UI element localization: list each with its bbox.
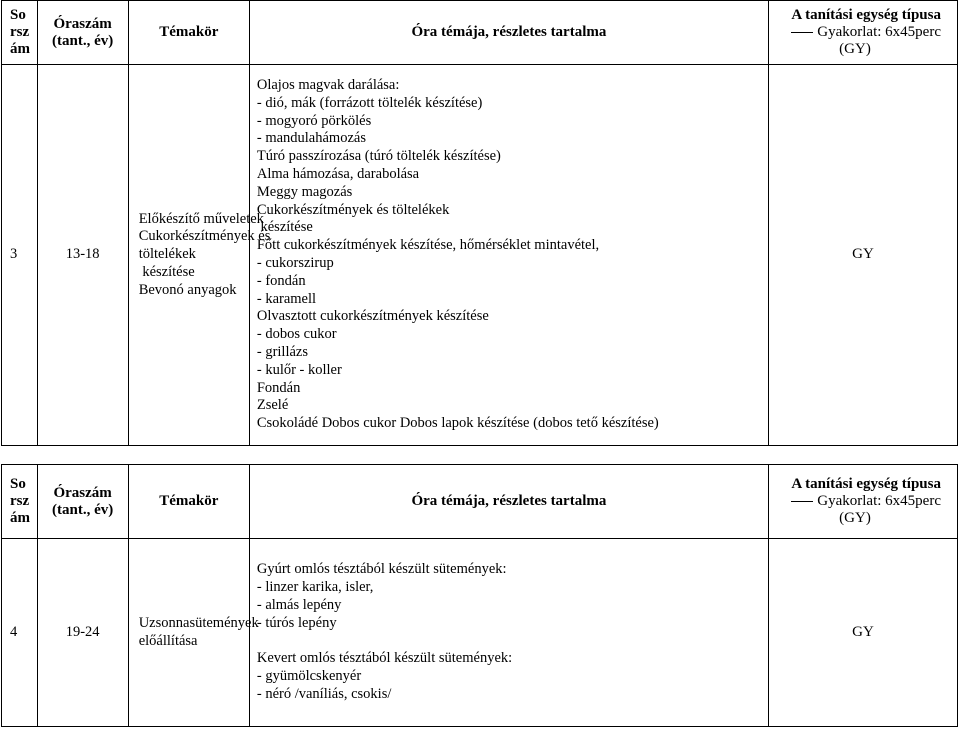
row-temakor: Előkészítő műveletek Cukorkészítmények és töltelékek készítése Bevonó anyagok — [128, 65, 249, 446]
row-tipus: GY — [768, 65, 957, 446]
row-tartalom: Gyúrt omlós tésztából készült sütemények: - linzer karika, isler, - almás lepény - túrós lepény Kevert omlós tésztából készült sütemények: - gyümölcskenyér - néró /vaníliás, csokis/ — [249, 539, 768, 727]
table-header-row — [2, 465, 958, 539]
row-temakor: Uzsonnasütemények előállítása — [128, 539, 249, 727]
dash-line — [791, 32, 813, 33]
table-row — [2, 65, 958, 446]
header-tartalom: Óra témája, részletes tartalma — [249, 465, 768, 539]
row-oraszam: 19-24 — [37, 539, 128, 727]
row-sorszam: 4 — [2, 539, 38, 727]
curriculum-table-2 — [1, 464, 958, 727]
table-row — [2, 539, 958, 727]
header-tipus: A tanítási egység típusa Gyakorlat: 6x45perc (GY) — [768, 1, 957, 65]
dash-line — [791, 501, 813, 502]
header-tartalom: Óra témája, részletes tartalma — [249, 1, 768, 65]
header-oraszam: Óraszám (tant., év) — [37, 1, 128, 65]
header-oraszam: Óraszám (tant., év) — [37, 465, 128, 539]
header-tipus: A tanítási egység típusa Gyakorlat: 6x45perc (GY) — [768, 465, 957, 539]
header-temakor: Témakör — [128, 1, 249, 65]
header-sorszam: So rsz ám — [2, 465, 38, 539]
row-sorszam: 3 — [2, 65, 38, 446]
curriculum-table-1 — [1, 0, 958, 446]
header-sorszam: So rsz ám — [2, 1, 38, 65]
table-header-row — [2, 1, 958, 65]
row-tipus: GY — [768, 539, 957, 727]
header-temakor: Témakör — [128, 465, 249, 539]
row-tartalom: Olajos magvak darálása: - dió, mák (forrázott töltelék készítése) - mogyoró pörkölés - mandulahámozás Túró passzírozása (túró töltelék készítése) Alma hámozása, darabolása Meggy magozás Cukorkészítmények és töltelékek készítése Főtt cukorkészítmények készítése, hőmérséklet mintavétel, - cukorszirup - fondán - karamell Olvasztott cukorkészítmények készítése - dobos cukor - grillázs - kulőr - koller Fondán Zselé Csokoládé Dobos cukor Dobos lapok készítése (dobos tető készítése) — [249, 65, 768, 446]
row-oraszam: 13-18 — [37, 65, 128, 446]
